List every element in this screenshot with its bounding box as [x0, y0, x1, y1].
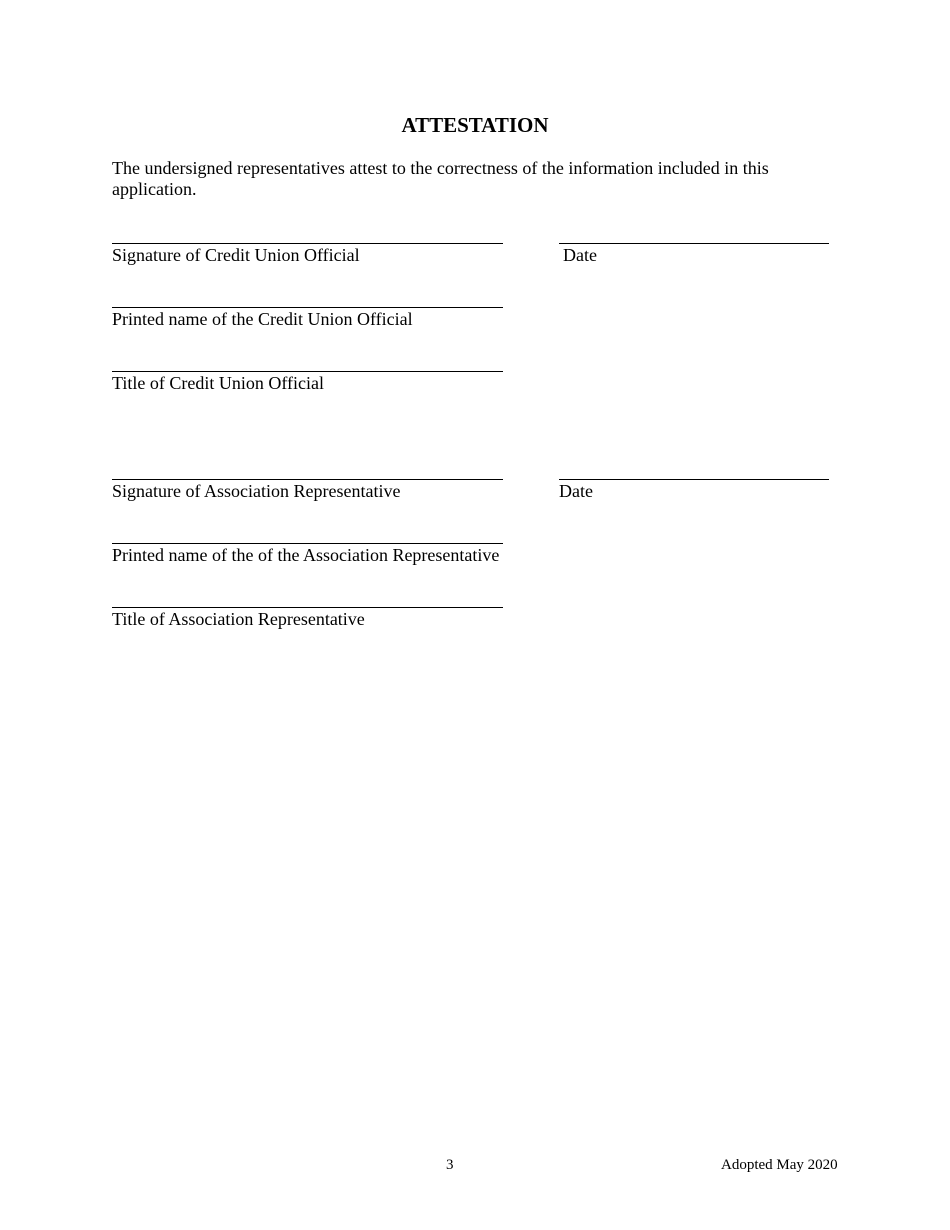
cu-date-line[interactable]	[559, 243, 829, 244]
assoc-printed-name-label: Printed name of the of the Association Representative	[112, 545, 500, 565]
cu-printed-name-label: Printed name of the Credit Union Official	[112, 309, 413, 329]
adoption-date: Adopted May 2020	[721, 1157, 838, 1173]
assoc-date-line[interactable]	[559, 479, 829, 480]
assoc-title-label: Title of Association Representative	[112, 609, 365, 629]
cu-title-label: Title of Credit Union Official	[112, 373, 324, 393]
page-title: ATTESTATION	[401, 113, 549, 137]
assoc-date-label: Date	[559, 481, 593, 501]
page-number: 3	[446, 1157, 454, 1173]
cu-date-label: Date	[563, 245, 597, 265]
cu-signature-label: Signature of Credit Union Official	[112, 245, 360, 265]
assoc-signature-label: Signature of Association Representative	[112, 481, 401, 501]
attestation-statement: The undersigned representatives attest to the correctness of the information included in this application.	[112, 158, 769, 199]
